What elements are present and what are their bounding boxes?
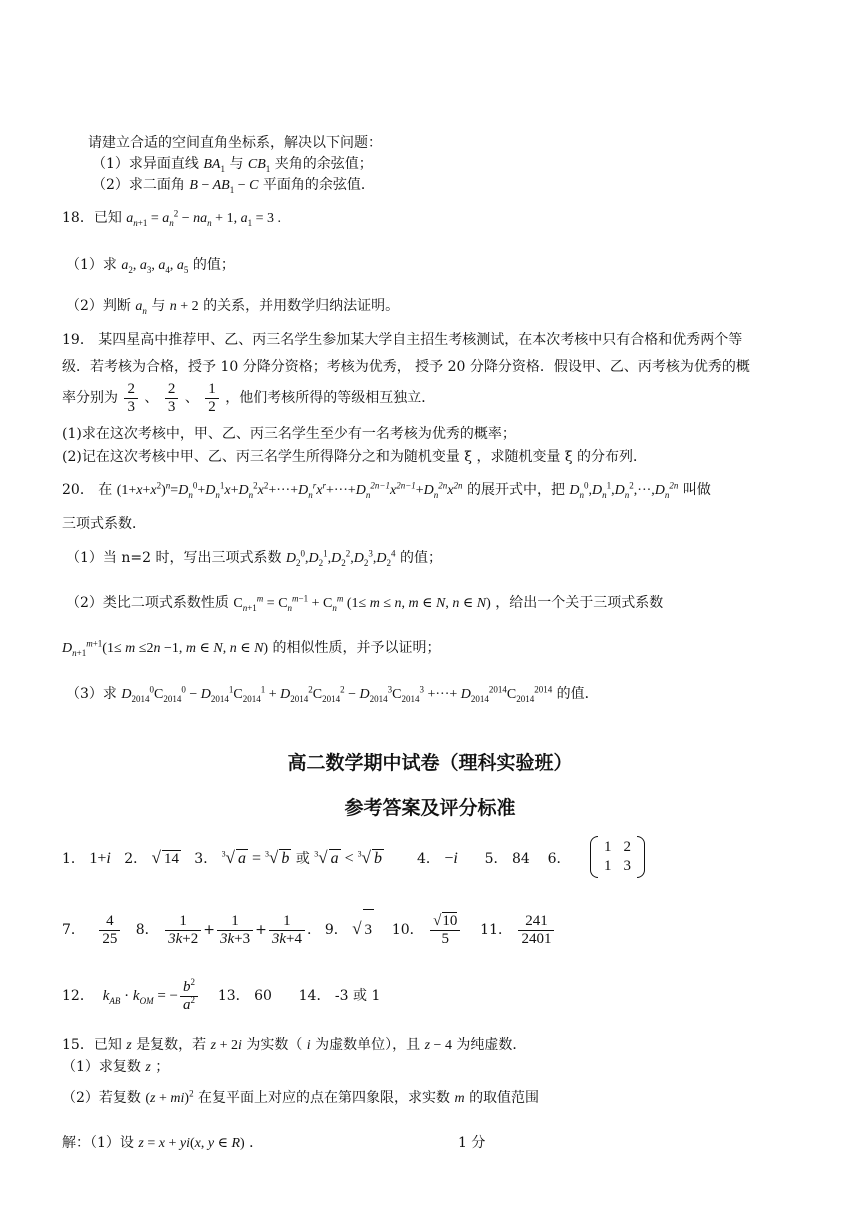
math-binomial-property: $C_{n+1}^m = C_n^{m-1} + C_n^m$ (1≤ m ≤ n, m ∈ N, n ∈ N) [233,593,491,613]
math-z-minus-4: z − 4 [424,1038,452,1053]
q20-line2: 三项式系数． [62,516,146,532]
answer-4-5: 4． −i 5． 84 6． [417,850,571,867]
answer-7: $\frac{4}{25}$ [99,913,120,948]
answer-4: −i [444,850,458,867]
q19-line1: 19． 某四星高中推荐甲、乙、丙三名学生参加某大学自主招生考核测试，在本次考核中只有合格和优秀两个等 [62,332,743,348]
page-subtitle: 参考答案及评分标准 [344,797,516,819]
answer-3-alt: $^3$√ a < $^3$√ b [314,848,383,867]
page-title: 高二数学期中试卷（理科实验班） [287,752,573,774]
q19-part2: (2)记在这次考核中甲、乙、丙三名学生所得降分之和为随机变量 ξ ，求随机变量 ξ 的分布列． [62,449,648,465]
answer-row-3: 12． $k_{AB} \cdot k_{OM}$ = − $\frac{b^2}{a^2}$ 13． 60 14． -3 或 1 [62,977,381,1014]
answer-6-matrix: 1 2 1 3 [590,838,645,876]
answer-5: 84 [511,851,530,867]
math-cb1: $CB_1$ [247,157,271,174]
q18-part1: （1）求 $a_2$, $a_3$, $a_4$, $a_5$ 的值； [66,257,235,275]
answer-10: $\frac{√10}{5}$ [430,912,460,948]
math-dihedral: $B - AB_1 - C$ [189,178,259,195]
math-z-def: z = x + yi(x, y ∈ R) [138,1136,245,1151]
answer-2: √ 14 [151,848,179,867]
math-d2-list: $D_2^0,D_2^1,D_2^2,D_2^3,D_2^4$ [285,548,396,568]
q19-line3: 率分别为 $\frac{2}{3}$ 、 $\frac{2}{3}$ 、 $\frac{1}{2}$ ，他们考核所得的等级相互独立． [62,380,436,415]
math-coef-list: $D_n^0,D_n^1,D_n^2,\cdot\cdot\cdot,D_n^{2n}$ [569,480,679,500]
q20-part3: （3）求 $D_{2014}^0C_{2014}^0 - D_{2014}^1C_{2014}^1 + D_{2014}^2C_{2014}^2 - D_{2014}^3C_{2014}^3$ +···+ $D_{2014}^{2014}C_{2014}^{2014}$ 的值． [66,684,599,704]
answer-13: 60 [254,988,272,1004]
math-n-plus-2: n + 2 [169,299,199,314]
fraction-2-3: $\frac{2}{3}$ [165,381,179,416]
q17-part1: （1）求异面直线 $BA_1$ 与 $CB_1$ 夹角的余弦值； [92,156,373,174]
answer-9: √ 3 [352,922,374,938]
q17-intro: 请建立合适的空间直角坐标系，解决以下问题： [88,135,382,151]
q15-solution: 解：（1）设 z = x + yi(x, y ∈ R) ． [62,1135,264,1151]
q20-part1: （1）当 n=2 时，写出三项式系数 $D_2^0,D_2^1,D_2^2,D_2^3,D_2^4$ 的值； [66,548,442,568]
math-an: $a_n$ [135,299,147,316]
q15-part1: （1）求复数 z ； [62,1059,170,1075]
answer-3: $^3$√ a = $^3$√ b [221,848,290,867]
math-ba1: $BA_1$ [203,157,225,174]
q20-stem: 20． 在 $(1+x+x^2)^n=D_n^0+D_n^1x+D_n^2x^2+\cdot\cdot\cdot+D_n^rx^r+\cdot\cdot\cdot+D_n^{2n-1}x^{2n-1}+D_n^{2n}x^{2n}$ 的展开式中，把 $D_n^0,D_n^1,D_n^2,\cdot\cdot\cdot,D_n^{2n}$ 叫做 [62,480,711,500]
math-trinomial-expansion: $(1+x+x^2)^n=D_n^0+D_n^1x+D_n^2x^2+\cdot\cdot\cdot+D_n^rx^r+\cdot\cdot\cdot+D_n^{2n-1}x^{2n-1}+D_n^{2n}x^{2n}$ [116,480,463,500]
fraction-1-2: $\frac{1}{2}$ [205,381,219,416]
q15-part2: （2）若复数 (z + mi)$^2$ 在复平面上对应的点在第四象限，求实数 m 的取值范围 [62,1088,540,1106]
q19-line2: 级．若考核为合格，授予 10 分降分资格；考核为优秀， 授予 20 分降分资格．假设甲、乙、丙考核为优秀的概 [62,359,750,375]
math-z-plus-mi-squared: (z + mi)$^2$ [145,1088,194,1106]
fraction-2-3: $\frac{2}{3}$ [124,381,138,416]
math-trinomial-condition: $D_{n+1}^{m+1}(1\le m \le 2n -1$, m ∈ N, n ∈ N) [62,638,269,658]
answer-14: -3 或 1 [334,988,381,1004]
q20-part2-cont: $D_{n+1}^{m+1}(1\le m \le 2n -1$, m ∈ N, n ∈ N) 的相似性质，并予以证明； [62,638,441,658]
q18-part2: （2）判断 $a_n$ 与 n + 2 的关系，并用数学归纳法证明。 [66,298,400,316]
q19-part1: (1)求在这次考核中，甲、乙、丙三名学生至少有一名考核为优秀的概率； [62,426,516,442]
answer-11: $\frac{241}{2401}$ [518,913,554,948]
math-z-plus-2i: z + 2i [210,1038,242,1053]
q20-part2: （2）类比二项式系数性质 $C_{n+1}^m = C_n^{m-1} + C_n^m$ (1≤ m ≤ n, m ∈ N, n ∈ N) ，给出一个关于三项式系数 [66,593,664,613]
q18-stem: 18．已知 $a_{n+1} = a_n^2 - na_n + 1$, $a_1 = 3$ . [62,208,281,228]
answer-8: $\frac{1}{3k+2}$ + $\frac{1}{3k+3}$ + $\frac{1}{3k+4}$ . [163,922,316,938]
q17-part2: （2）求二面角 $B - AB_1 - C$ 平面角的余弦值． [92,177,375,195]
math-recurrence: $a_{n+1} = a_n^2 - na_n + 1$, $a_1 = 3$ . [126,208,281,228]
score-note: 1 分 [458,1135,486,1151]
answer-row-2: 7． $\frac{4}{25}$ 8． $\frac{1}{3k+2}$ + $\frac{1}{3k+3}$ + $\frac{1}{3k+4}$ . 9． √ 3 10． $\frac{√10}{5}$ 11． $\frac{241}{2401}$ [62,909,556,950]
answer-1: 1+i [89,850,111,867]
answer-row-1: 1． 1+i 2． √ 14 3． $^3$√ a = $^3$√ b 或 $^3$√ a < $^3$√ b [62,848,383,867]
math-a2-a5: $a_2$, $a_3$, $a_4$, $a_5$ [121,258,189,275]
answer-12: $k_{AB} \cdot k_{OM}$ = − $\frac{b^2}{a^2}$ [103,988,200,1004]
math-sum-expression: $D_{2014}^0C_{2014}^0 - D_{2014}^1C_{2014}^1 + D_{2014}^2C_{2014}^2 - D_{2014}^3C_{2014}^3$ +···+ $D_{2014}^{2014}C_{2014}^{2014}$ [121,684,553,704]
q15-stem: 15．已知 z 是复数，若 z + 2i 为实数（ i 为虚数单位），且 z − 4 为纯虚数． [62,1037,527,1053]
